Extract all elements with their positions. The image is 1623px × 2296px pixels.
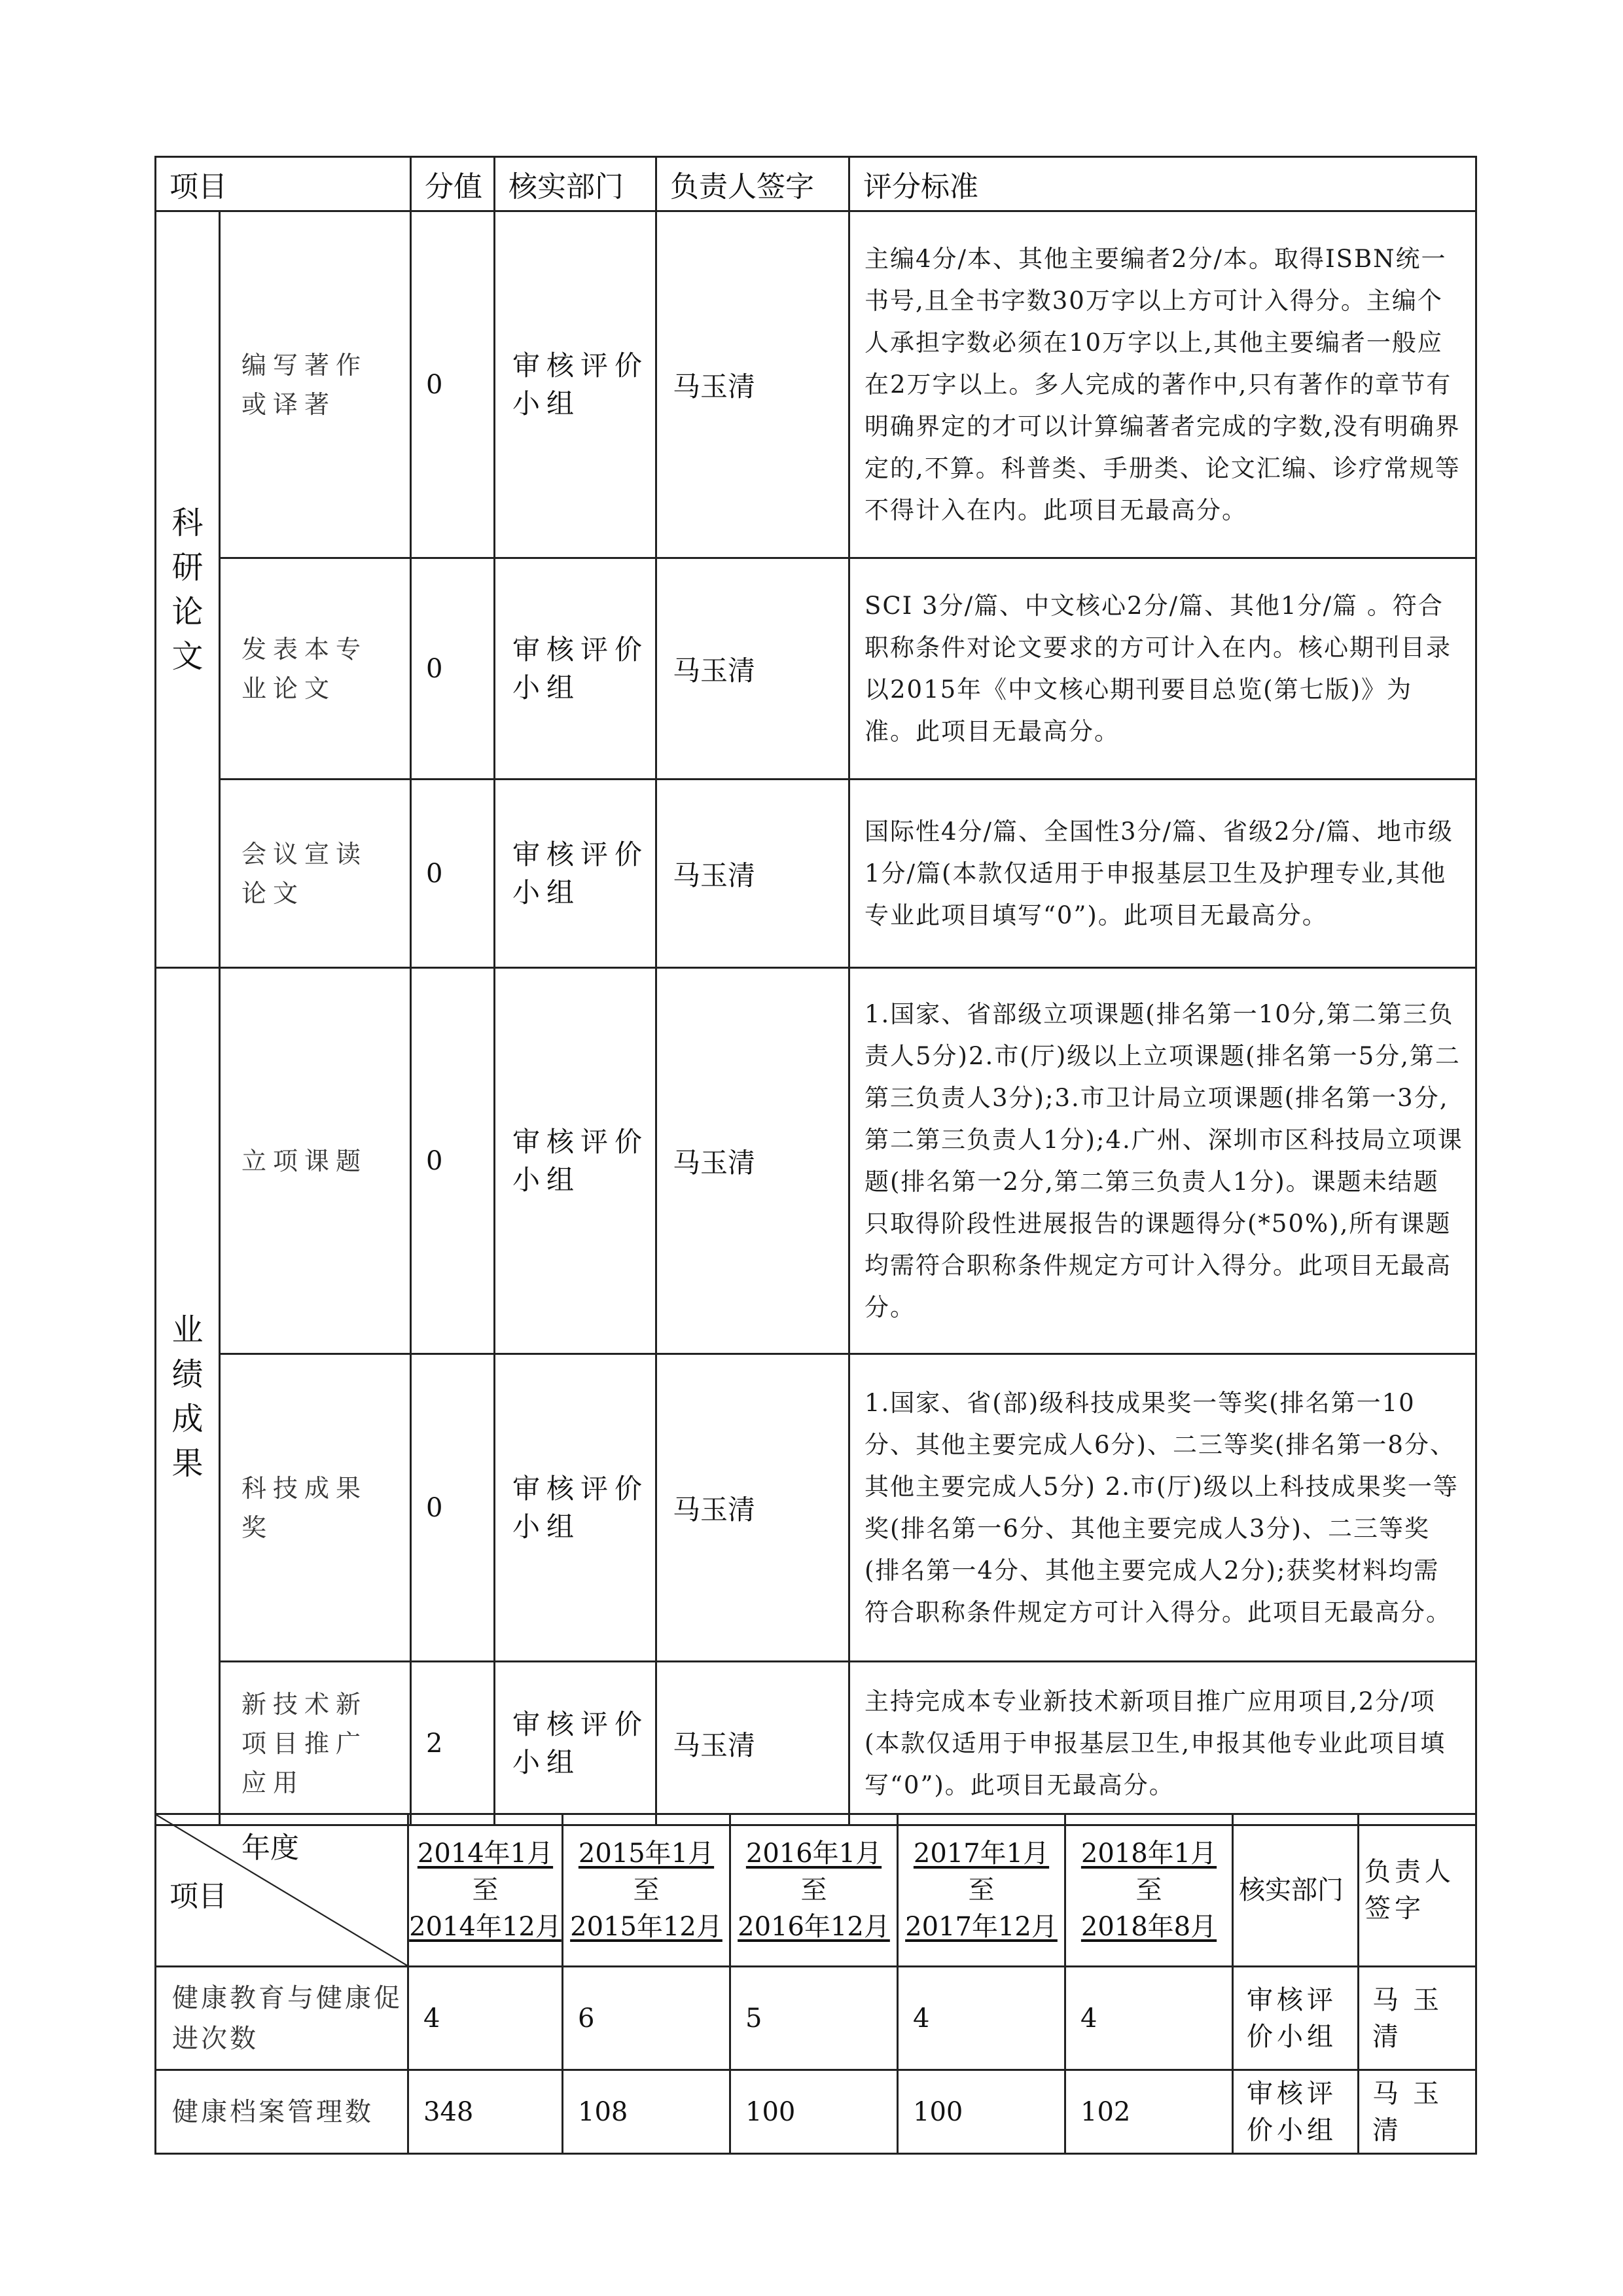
header-item: 项目 (156, 157, 411, 211)
period-2015: 2015年1月 至 2015年12月 (563, 1814, 730, 1967)
row-dept: 审核评价小组 (1233, 1967, 1359, 2070)
table-row (156, 558, 1476, 780)
row-criteria: 主持完成本专业新技术新项目推广应用项目,2分/项(本款仅适用于申报基层卫生,申报其他专业此项目填写“0”)。此项目无最高分。 (849, 1662, 1476, 1825)
row-name: 会议宣读论文 (220, 780, 411, 968)
row-dept: 审核评价小组 (495, 1354, 656, 1662)
row-criteria: 1.国家、省部级立项课题(排名第一10分,第二第三负责人5分)2.市(厅)级以上立项课题(排名第一5分,第二第三负责人3分);3.市卫计局立项课题(排名第一3分,第二第三负责人1分);4.广州、深圳市区科技局立项课题(排名第一2分,第二第三负责人1分)。课题未结题只取得阶段性进展报告的课题得分(*50%),所有课题均需符合职称条件规定方可计入得分。此项目无最高分。 (849, 968, 1476, 1354)
row-person: 马玉清 (1359, 2070, 1476, 2154)
annual-table (154, 1813, 1477, 2155)
row-person: 马玉清 (656, 211, 849, 558)
row-person: 马玉清 (656, 1354, 849, 1662)
row-score: 0 (411, 780, 495, 968)
table-row (156, 1967, 1476, 2070)
row-score: 0 (411, 211, 495, 558)
row-score: 0 (411, 558, 495, 780)
row-value: 6 (563, 1967, 730, 2070)
row-name: 立项课题 (220, 968, 411, 1354)
row-value: 108 (563, 2070, 730, 2154)
row-person: 马玉清 (1359, 1967, 1476, 2070)
group-label-research: 科 研 论 文 (156, 211, 220, 968)
row-dept: 审核评价小组 (495, 558, 656, 780)
period-2016: 2016年1月 至 2016年12月 (730, 1814, 898, 1967)
row-score: 2 (411, 1662, 495, 1825)
row-name: 科技成果奖 (220, 1354, 411, 1662)
row-dept: 审核评价小组 (495, 780, 656, 968)
scoring-table (154, 156, 1477, 1826)
row-value: 4 (408, 1967, 563, 2070)
corner-item: 项目 (169, 1880, 227, 1913)
table-row (156, 1662, 1476, 1825)
corner-year: 年度 (241, 1831, 299, 1865)
row-name: 健康教育与健康促进次数 (156, 1967, 408, 2070)
header-person: 负责人签字 (1359, 1814, 1476, 1967)
row-person: 马玉清 (656, 1662, 849, 1825)
row-value: 102 (1065, 2070, 1233, 2154)
row-dept: 审核评价小组 (495, 1662, 656, 1825)
row-criteria: 1.国家、省(部)级科技成果奖一等奖(排名第一10分、其他主要完成人6分)、二三等奖(排名第一8分、其他主要完成人5分) 2.市(厅)级以上科技成果奖一等奖(排名第一6分、其他主要完成人3分)、二三等奖(排名第一4分、其他主要完成人2分);获奖材料均需符合职称条件规定方可计入得分。此项目无最高分。 (849, 1354, 1476, 1662)
row-name: 健康档案管理数 (156, 2070, 408, 2154)
header-dept: 核实部门 (495, 157, 656, 211)
period-2017: 2017年1月 至 2017年12月 (898, 1814, 1065, 1967)
table-row (156, 780, 1476, 968)
row-dept: 审核评价小组 (495, 968, 656, 1354)
row-name: 发表本专业论文 (220, 558, 411, 780)
row-value: 100 (898, 2070, 1065, 2154)
row-value: 4 (1065, 1967, 1233, 2070)
header-score: 分值 (411, 157, 495, 211)
row-criteria: SCI 3分/篇、中文核心2分/篇、其他1分/篇 。符合职称条件对论文要求的方可计入在内。核心期刊目录以2015年《中文核心期刊要目总览(第七版)》为准。此项目无最高分。 (849, 558, 1476, 780)
period-2014: 2014年1月 至 2014年12月 (408, 1814, 563, 1967)
table-row (156, 2070, 1476, 2154)
row-dept: 审核评价小组 (495, 211, 656, 558)
row-criteria: 主编4分/本、其他主要编者2分/本。取得ISBN统一书号,且全书字数30万字以上方可计入得分。主编个人承担字数必须在10万字以上,其他主要编者一般应在2万字以上。多人完成的著作中,只有著作的章节有明确界定的才可以计算编著者完成的字数,没有明确界定的,不算。科普类、手册类、论文汇编、诊疗常规等不得计入在内。此项目无最高分。 (849, 211, 1476, 558)
row-score: 0 (411, 968, 495, 1354)
header-dept: 核实部门 (1233, 1814, 1359, 1967)
row-value: 100 (730, 2070, 898, 2154)
row-value: 5 (730, 1967, 898, 2070)
row-dept: 审核评价小组 (1233, 2070, 1359, 2154)
row-person: 马玉清 (656, 968, 849, 1354)
row-value: 4 (898, 1967, 1065, 2070)
header-person: 负责人签字 (656, 157, 849, 211)
row-name: 编写著作或译著 (220, 211, 411, 558)
annual-header-row (156, 1814, 1476, 1967)
table-row (156, 1354, 1476, 1662)
group-label-achievements: 业 绩 成 果 (156, 968, 220, 1825)
period-2018: 2018年1月 至 2018年8月 (1065, 1814, 1233, 1967)
table-row (156, 968, 1476, 1354)
row-score: 0 (411, 1354, 495, 1662)
row-person: 马玉清 (656, 780, 849, 968)
row-criteria: 国际性4分/篇、全国性3分/篇、省级2分/篇、地市级1分/篇(本款仅适用于申报基层卫生及护理专业,其他专业此项目填写“0”)。此项目无最高分。 (849, 780, 1476, 968)
table-row (156, 211, 1476, 558)
header-criteria: 评分标准 (849, 157, 1476, 211)
row-person: 马玉清 (656, 558, 849, 780)
table-header-row (156, 157, 1476, 211)
row-name: 新技术新项目推广应用 (220, 1662, 411, 1825)
corner-cell (156, 1814, 408, 1967)
row-value: 348 (408, 2070, 563, 2154)
